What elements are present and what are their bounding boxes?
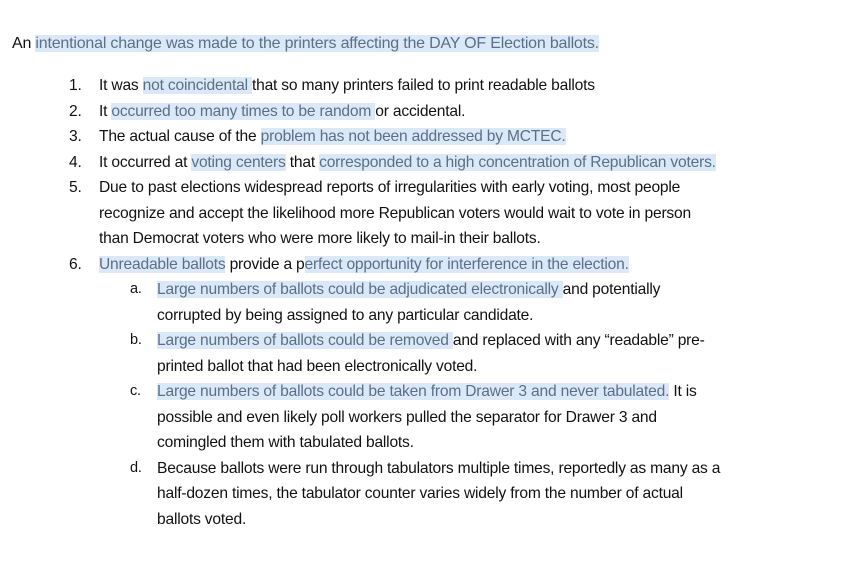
- highlighted-text: Unreadable ballots: [99, 255, 226, 273]
- list-marker: 4.: [69, 153, 82, 171]
- text-line: [157, 277, 660, 303]
- text-line: [99, 201, 691, 227]
- text-run: It: [99, 102, 112, 120]
- list-item-text: [99, 175, 691, 252]
- list-marker: 6.: [69, 255, 82, 273]
- text-line: [157, 481, 720, 507]
- intro-paragraph: [12, 35, 599, 53]
- text-run: An: [12, 35, 36, 52]
- text-run: that: [285, 153, 320, 171]
- text-run: provide a p: [225, 255, 305, 273]
- list-marker: 5.: [69, 179, 82, 196]
- sublist-item-text: [157, 277, 660, 328]
- text-line: [157, 354, 705, 380]
- sublist-marker: a.: [130, 281, 142, 297]
- text-run: and potentially: [562, 281, 661, 298]
- text-line: [99, 252, 629, 278]
- list-item-text: [99, 73, 595, 99]
- text-run: Due to past elections widespread reports of irregularities with early voting, most people: [99, 179, 681, 196]
- text-line: [157, 405, 697, 431]
- text-line: [157, 379, 697, 405]
- sublist-marker: c.: [130, 383, 141, 399]
- highlighted-text: voting centers: [191, 153, 286, 171]
- text-run: It occurred at: [99, 153, 192, 171]
- text-run: than Democrat voters who were more likely to mail-in their ballots.: [99, 230, 541, 247]
- sublist-item-text: [157, 456, 720, 533]
- highlighted-text: Large numbers of ballots could be removed: [157, 332, 453, 349]
- sublist-item-text: [157, 328, 705, 379]
- highlighted-text: corresponded to a high concentration of Republican voters.: [319, 153, 716, 171]
- text-run: corrupted by being assigned to any particular candidate.: [157, 306, 534, 324]
- sublist-item-text: [157, 379, 697, 456]
- sublist-marker: d.: [130, 459, 142, 476]
- text-run: and replaced with any “readable” pre-: [452, 332, 705, 349]
- text-line: [157, 303, 660, 329]
- highlighted-text: Large numbers of ballots could be adjudicated electronically: [157, 281, 563, 298]
- list-marker: 3.: [69, 128, 82, 145]
- sublist-marker: b.: [130, 332, 142, 348]
- text-line: [157, 456, 720, 482]
- list-item-text: [99, 252, 629, 278]
- text-line: [99, 99, 465, 125]
- text-line: [157, 507, 720, 533]
- list-item-text: [99, 99, 465, 125]
- text-line: [99, 150, 716, 176]
- highlighted-text: intentional change was made to the printers affecting the DAY OF Election ballots.: [35, 35, 599, 52]
- list-item-text: [99, 124, 566, 150]
- text-run: It was: [99, 77, 143, 94]
- text-line: [99, 73, 595, 99]
- highlighted-text: occurred too many times to be random: [111, 102, 376, 120]
- text-run: Because ballots were run through tabulators multiple times, reportedly as many as a: [157, 459, 721, 477]
- text-run: It is: [669, 383, 697, 400]
- text-line: [99, 124, 566, 150]
- text-run: comingled them with tabulated ballots.: [157, 434, 414, 451]
- highlighted-text: Large numbers of ballots could be taken from Drawer 3 and never tabulated.: [157, 383, 670, 400]
- text-run: recognize and accept the likelihood more Republican voters would wait to vote in person: [99, 204, 691, 222]
- text-line: [157, 430, 697, 456]
- highlighted-text: not coincidental: [142, 77, 252, 94]
- text-run: possible and even likely poll workers pulled the separator for Drawer 3 and: [157, 408, 657, 426]
- text-run: ballots voted.: [157, 510, 247, 528]
- highlighted-text: problem has not been addressed by MCTEC.: [260, 128, 566, 145]
- list-marker: 2.: [69, 102, 82, 120]
- text-line: [99, 175, 691, 201]
- text-line: [157, 328, 705, 354]
- text-run: that so many printers failed to print readable ballots: [251, 77, 595, 94]
- text-line: [99, 226, 691, 252]
- highlighted-text: erfect opportunity for interference in the election.: [304, 255, 629, 273]
- text-run: half-dozen times, the tabulator counter varies widely from the number of actual: [157, 485, 683, 502]
- list-marker: 1.: [69, 77, 82, 94]
- text-run: The actual cause of the: [99, 128, 261, 145]
- list-item-text: [99, 150, 716, 176]
- text-run: or accidental.: [375, 102, 466, 120]
- text-run: printed ballot that had been electronically voted.: [157, 357, 478, 375]
